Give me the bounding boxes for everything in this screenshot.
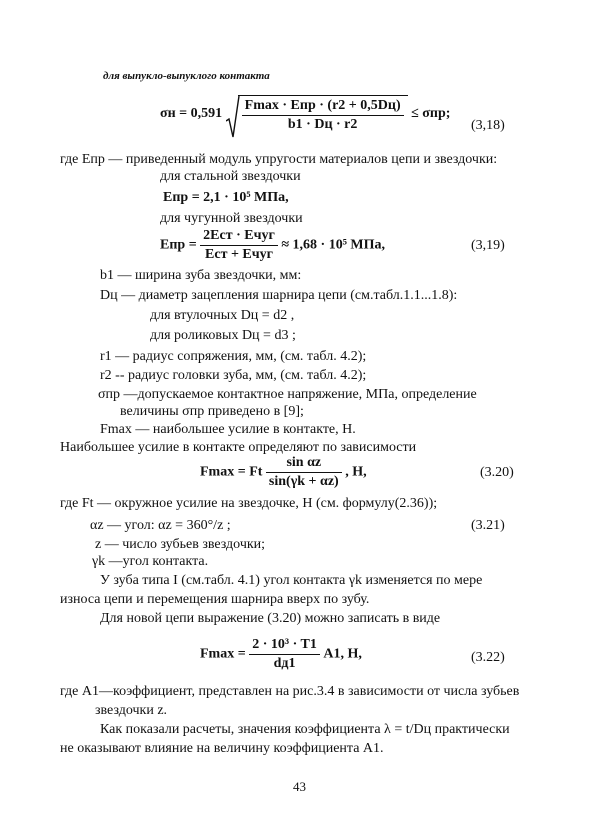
equation-number: (3.22) (471, 650, 505, 665)
equation-numerator: Fmax · Eпр · (r2 + 0,5Dц) (244, 98, 401, 113)
text-line: для чугунной звездочки (160, 211, 303, 226)
text-line: Для новой цепи выражение (3.20) можно записать в виде (100, 611, 441, 626)
equation-numerator: 2Eст · Eчуг (203, 228, 275, 243)
text-line: γk —угол контакта. (92, 554, 209, 569)
equation-denominator: Eст + Eчуг (200, 245, 278, 263)
equation-denominator: sin(γk + αz) (266, 472, 342, 490)
text-line: b1 — ширина зуба звездочки, мм: (100, 268, 302, 283)
text-line: r1 — радиус сопряжения, мм, (см. табл. 4.2); (100, 349, 367, 364)
text-line: αz — угол: αz = 360°/z ; (90, 518, 231, 533)
equation-rhs: ≤ σпр; (411, 106, 451, 121)
equation-numerator: 2 · 10³ · T1 (252, 637, 317, 652)
equation-number: (3.20) (480, 465, 514, 480)
text-line: не оказывают влияние на величину коэффициента A1. (60, 741, 384, 756)
text-line: где Eпр — приведенный модуль упругости материалов цепи и звездочки: (60, 152, 498, 167)
sqrt-radical (226, 95, 408, 133)
text-line: Eпр = 2,1 · 10⁵ МПа, (163, 190, 289, 205)
radical-sign-icon (226, 95, 240, 139)
text-line: σпр —допускаемое контактное напряжение, МПа, определение (98, 387, 477, 402)
equation-rhs: A1, Н, (323, 646, 362, 662)
equation-3-18 (160, 95, 450, 133)
text-line: r2 -- радиус головки зуба, мм, (см. табл. 4.2); (100, 368, 367, 383)
equation-3-22 (200, 637, 362, 672)
text-line: Fmax — наибольшее усилие в контакте, Н. (100, 422, 356, 437)
equation-3-19 (160, 228, 385, 263)
text-line: z — число зубьев звездочки; (95, 537, 266, 552)
text-line: У зуба типа I (см.табл. 4.1) угол контакта γk изменяется по мере (100, 573, 483, 588)
equation-lhs: Fmax = Ft (200, 464, 263, 480)
text-line: для роликовых Dц = d3 ; (150, 328, 296, 343)
equation-rhs: ≈ 1,68 · 10⁵ МПа, (281, 237, 386, 253)
text-line: Dц — диаметр зацепления шарнира цепи (см.табл.1.1...1.8): (100, 288, 458, 303)
text-line: Как показали расчеты, значения коэффициента λ = t/Dц практически (100, 722, 510, 737)
equation-number: (3.21) (471, 518, 505, 533)
equation-rhs: , Н, (345, 464, 367, 480)
equation-number: (3,19) (471, 238, 505, 253)
text-line: Наибольшее усилие в контакте определяют по зависимости (60, 440, 417, 455)
equation-lhs: Fmax = (200, 646, 246, 662)
text-line: для втулочных Dц = d2 , (150, 308, 295, 323)
equation-3-20 (200, 455, 367, 490)
equation-lhs: Eпр = (160, 237, 197, 253)
text-line: для стальной звездочки (160, 169, 301, 184)
text-line: величины σпр приведено в [9]; (120, 404, 304, 419)
equation-numerator: sin αz (286, 455, 322, 470)
text-line: где Ft — окружное усилие на звездочке, Н (см. формулу(2.36)); (60, 496, 438, 511)
text-line: звездочки z. (95, 703, 168, 718)
equation-denominator: b1 · Dц · r2 (242, 115, 404, 133)
equation-denominator: dд1 (249, 654, 320, 672)
page-number: 43 (293, 779, 306, 794)
equation-lhs: σн = 0,591 (160, 106, 223, 121)
section-heading: для выпукло-выпуклого контакта (103, 70, 270, 82)
text-line: износа цепи и перемещения шарнира вверх по зубу. (60, 592, 370, 607)
text-line: где A1—коэффициент, представлен на рис.3.4 в зависимости от числа зубьев (60, 684, 520, 699)
equation-number: (3,18) (471, 118, 505, 133)
